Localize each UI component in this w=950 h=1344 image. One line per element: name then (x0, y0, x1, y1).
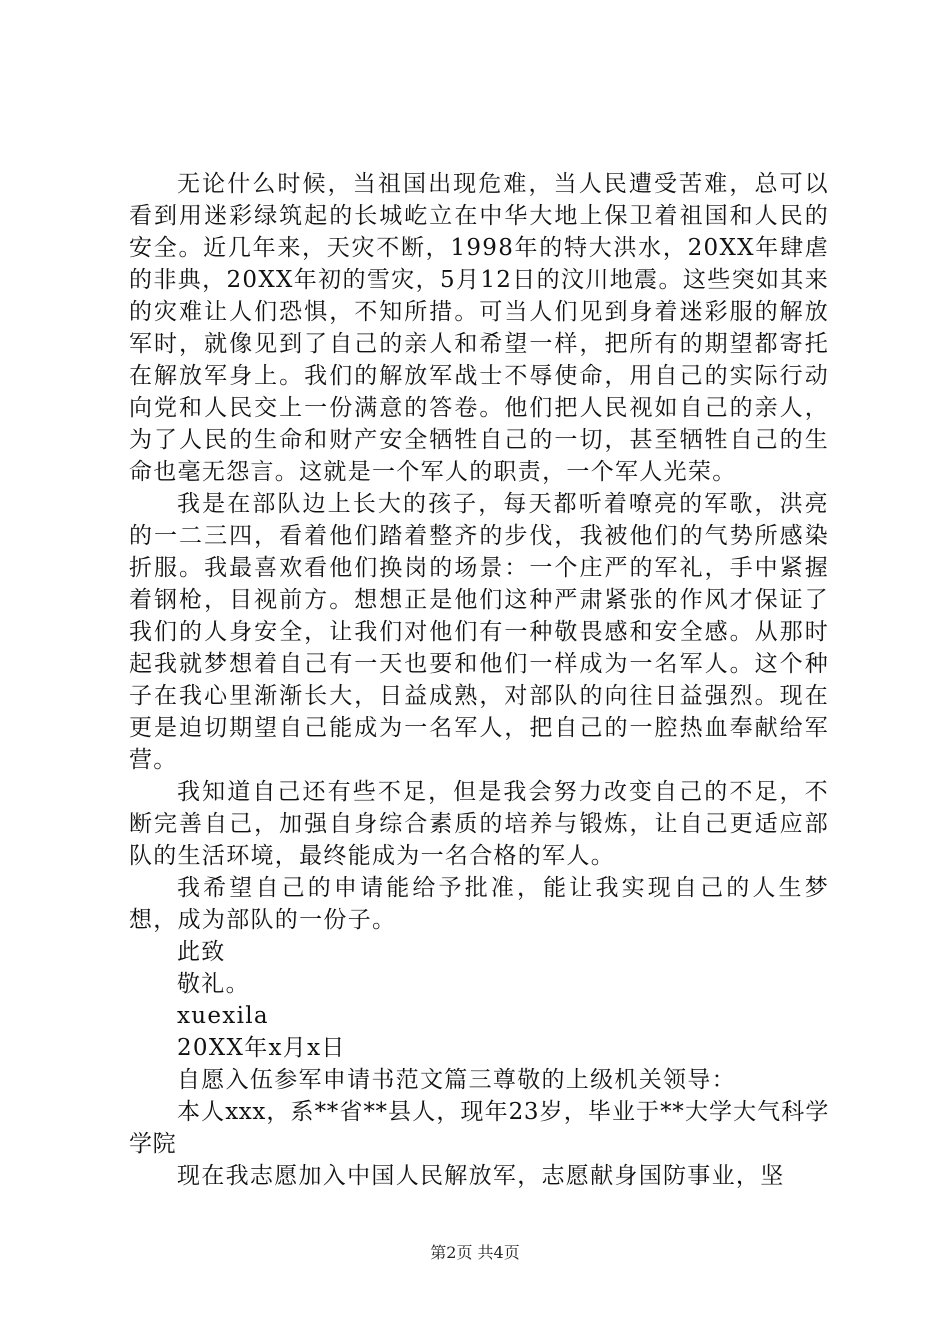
next-letter-title: 自愿入伍参军申请书范文篇三尊敬的上级机关领导： (177, 1067, 736, 1093)
closing-line: 此致 (177, 939, 226, 965)
paragraph-disasters: 无论什么时候，当祖国出现危难，当人民遭受苦难，总可以看到用迷彩绿筑起的长城屹立在中华大地上保卫着祖国和人民的安全。近几年来，天灾不断，1998年的特大洪水，20XX年肆虐的非典，20XX年初的雪灾，5月12日的汶川地震。这些突如其来的灾难让人们恐惧，不知所措。可当人们见到身着迷彩服的解放军时，就像见到了自己的亲人和希望一样，把所有的期望都寄托在解放军身上。我们的解放军战士不辱使命，用自己的实际行动向党和人民交上一份满意的答卷。他们把人民视如自己的亲人，为了人民的生命和财产安全牺牲自己的一切，甚至牺牲自己的生命也毫无怨言。这就是一个军人的职责，一个军人光荣。 (129, 171, 829, 485)
paragraph-childhood: 我是在部队边上长大的孩子，每天都听着嘹亮的军歌，洪亮的一二三四，看着他们踏着整齐的步伐，我被他们的气势所感染折服。我最喜欢看他们换岗的场景：一个庄严的军礼，手中紧握着钢枪，目视前方。想想正是他们这种严肃紧张的作风才保证了我们的人身安全，让我们对他们有一种敬畏感和安全感。从那时起我就梦想着自己有一天也要和他们一样成为一名军人。这个种子在我心里渐渐长大，日益成熟，对部队的向往日益强烈。现在更是迫切期望自己能成为一名军人，把自己的一腔热血奉献给军营。 (129, 491, 829, 773)
page-number-footer: 第2页 共4页 (430, 1243, 520, 1262)
applicant-intro: 本人xxx，系**省**县人，现年23岁，毕业于**大学大气科学学院 (129, 1099, 829, 1157)
date-line: 20XX年x月x日 (177, 1035, 346, 1061)
salutation-line: 敬礼。 (177, 971, 250, 997)
document-body (129, 168, 829, 1192)
volunteer-statement: 现在我志愿加入中国人民解放军，志愿献身国防事业，坚 (177, 1163, 785, 1189)
signature-line: xuexila (177, 1003, 269, 1029)
paragraph-request: 我希望自己的申请能给予批准，能让我实现自己的人生梦想，成为部队的一份子。 (129, 875, 829, 933)
paragraph-improvement: 我知道自己还有些不足，但是我会努力改变自己的不足，不断完善自己，加强自身综合素质的培养与锻炼，让自己更适应部队的生活环境，最终能成为一名合格的军人。 (129, 779, 829, 869)
